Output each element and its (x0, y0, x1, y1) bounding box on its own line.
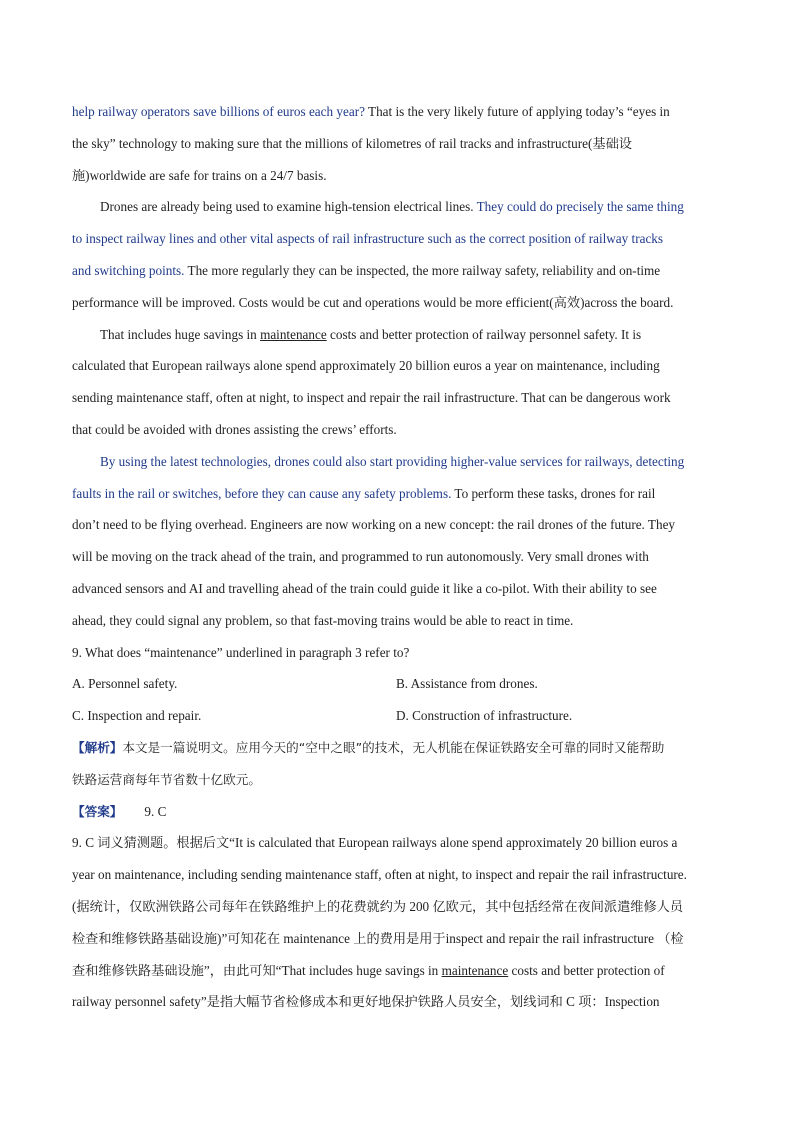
explanation-line-2: year on maintenance, including sending maintenance staff, often at night, to inspect and repair the rail infrastructure. (72, 867, 687, 883)
option-a: A. Personnel safety. (72, 676, 178, 692)
answer-line (72, 796, 728, 828)
explanation-line-1: 9. C 词义猜测题。根据后文“It is calculated that European railways alone spend approximately 20 billion euros a (72, 835, 678, 851)
p2-line-4: performance will be improved. Costs would be cut and operations would be more efficient(高效)across the board. (72, 294, 674, 310)
p3-line-2: calculated that European railways alone spend approximately 20 billion euros a year on maintenance, including (72, 358, 660, 374)
analysis-line-2: 铁路运营商每年节省数十亿欧元。 (72, 771, 261, 787)
options-row-2 (72, 700, 728, 732)
explanation-line-4: 检查和维修铁路基础设施)”可知花在 maintenance 上的费用是用于inspect and repair the rail infrastructure （检 (72, 930, 684, 946)
highlighted-sentence: They could do precisely the same thing (476, 199, 684, 215)
p4-line-6: ahead, they could signal any problem, so that fast-moving trains would be able to react in time. (72, 612, 574, 628)
option-b: B. Assistance from drones. (396, 676, 538, 692)
underlined-word: maintenance (260, 326, 327, 342)
options-row-1 (72, 668, 728, 700)
analysis-line-1: 【解析】本文是一篇说明文。应用今天的“空中之眼”的技术，无人机能在保证铁路安全可靠的同时又能帮助 (72, 739, 665, 755)
p3-line-4: that could be avoided with drones assisting the crews’ efforts. (72, 421, 397, 437)
p4-line-1: By using the latest technologies, drones could also start providing higher-value services for railways, detecting (100, 453, 685, 469)
p4-line-4: will be moving on the track ahead of the train, and programmed to run autonomously. Very small drones with (72, 549, 649, 565)
p4-line-5: advanced sensors and AI and travelling ahead of the train could guide it like a co-pilot. With their ability to see (72, 580, 657, 596)
option-d: D. Construction of infrastructure. (396, 708, 573, 724)
underlined-word: maintenance (441, 962, 509, 978)
p2-line-3: and switching points. The more regularly they can be inspected, the more railway safety, reliability and on-time (72, 262, 661, 278)
answer-value: 9. C (144, 803, 167, 819)
p2-line-1: Drones are already being used to examine high-tension electrical lines. They could do precisely the same thing (100, 199, 684, 215)
p3-line-1: That includes huge savings in maintenance costs and better protection of railway personnel safety. It is (100, 326, 642, 342)
document-page (72, 96, 728, 1018)
highlighted-sentence: and switching points. (72, 262, 185, 278)
explanation-line-5: 查和维修铁路基础设施”，由此可知“That includes huge savings in maintenance costs and better protection of (72, 962, 665, 978)
answer-label: 【答案】 (72, 803, 123, 819)
option-c: C. Inspection and repair. (72, 708, 202, 724)
p1-line-3: 施)worldwide are safe for trains on a 24/7 basis. (72, 167, 327, 183)
explanation-line-6: railway personnel safety”是指大幅节省检修成本和更好地保护铁路人员安全，划线词和 C 项：Inspection (72, 994, 660, 1010)
question-stem: 9. What does “maintenance” underlined in paragraph 3 refer to? (72, 644, 410, 660)
highlighted-sentence: help railway operators save billions of euros each year? (72, 104, 365, 119)
highlighted-sentence: faults in the rail or switches, before they can cause any safety problems. (72, 485, 452, 501)
p3-line-3: sending maintenance staff, often at night, to inspect and repair the rail infrastructure. That can be dangerous work (72, 390, 671, 406)
analysis-label: 【解析】 (72, 739, 123, 755)
p4-line-3: don’t need to be flying overhead. Engineers are now working on a new concept: the rail drones of the future. They (72, 517, 676, 533)
p2-line-2: to inspect railway lines and other vital aspects of rail infrastructure such as the correct position of railway tracks (72, 231, 664, 247)
p4-line-2: faults in the rail or switches, before they can cause any safety problems. To perform these tasks, drones for rail (72, 485, 656, 501)
explanation-line-3: (据统计，仅欧洲铁路公司每年在铁路维护上的花费就约为 200 亿欧元，其中包括经常在夜间派遣维修人员 (72, 898, 684, 914)
p1-line-2: the sky” technology to making sure that the millions of kilometres of rail tracks and infrastructure(基础设 (72, 135, 632, 151)
p1-line-1: help railway operators save billions of euros each year? That is the very likely future of applying today’s “eyes in (72, 104, 670, 119)
